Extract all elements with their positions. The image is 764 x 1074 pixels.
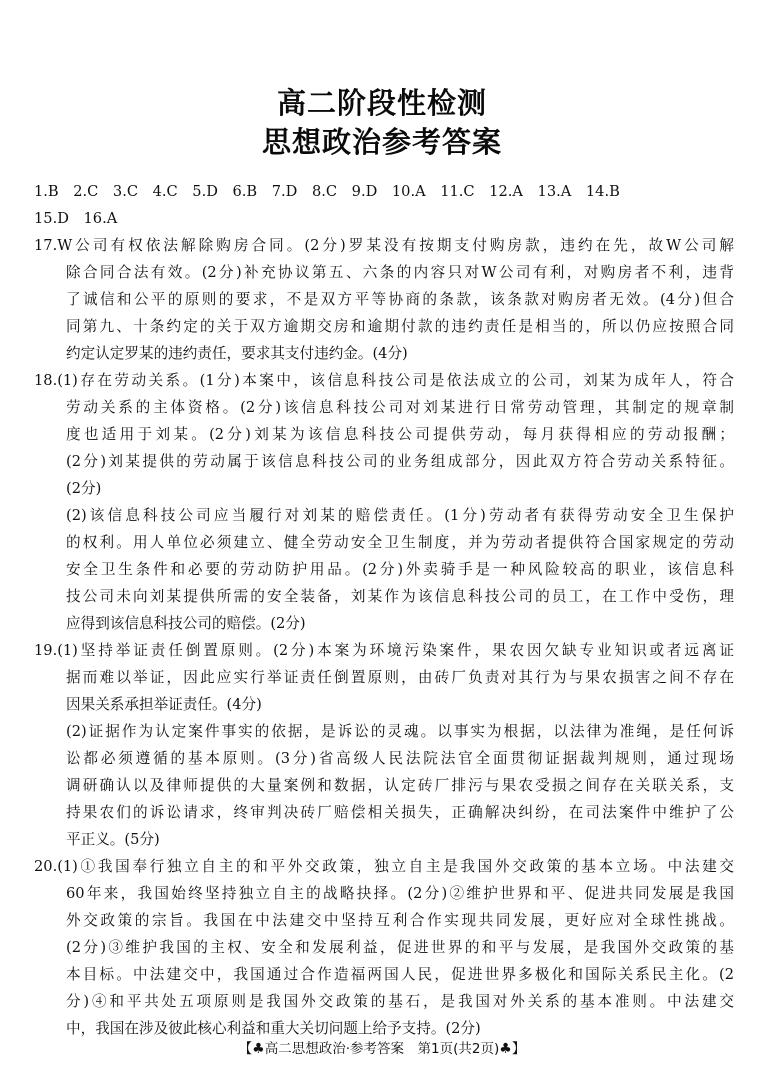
answer-line: 外交政策的宗旨。我国在中法建交中坚持互利合作实现共同发展，更好应对全球性挑战。 [66, 912, 734, 929]
answer-line: 度也适用于刘某。(2分)刘某为该信息科技公司提供劳动，每月获得相应的劳动报酬； [66, 426, 734, 443]
answer-line: 了诚信和公平的原则的要求，不是双方平等协商的条款，该条款对购房者无效。(4分)但合 [66, 291, 734, 308]
club-icon: ♣ [252, 1041, 265, 1057]
answer-line: 18.(1)存在劳动关系。(1分)本案中，该信息科技公司是依法成立的公司，刘某为成年人，符合 [34, 372, 734, 389]
answer-line: 的权利。用人单位必须建立、健全劳动安全卫生制度，并为劳动者提供符合国家规定的劳动 [66, 534, 734, 551]
answer-line: (2分) [66, 480, 102, 497]
answer-line: 本目标。中法建交中，我国通过合作造福两国人民，促进世界多极化和国际关系民主化。(2 [66, 966, 734, 983]
answer-line: 约定认定罗某的违约责任，要求其支付违约金。(4分) [66, 345, 408, 362]
page-title: 高二阶段性检测 [276, 86, 487, 120]
answer-line: (2)该信息科技公司应当履行对刘某的赔偿责任。(1分)劳动者有获得劳动安全卫生保护 [66, 507, 734, 524]
footer-text: 高二思想政治·参考答案 第1页(共2页) [264, 1041, 500, 1057]
answer-line: (2)证据作为认定案件事实的依据，是诉讼的灵魂。以事实为根据，以法律为准绳，是任何诉 [66, 723, 734, 740]
answer-line: 持果农们的诉讼请求，终审判决砖厂赔偿相关损失，正确解决纠纷，在司法案件中维护了公 [66, 804, 734, 821]
answer-line: 平正义。(5分) [66, 831, 160, 848]
answer-line: 15.D 16.A [34, 210, 118, 227]
answer-line: 调研确认以及律师提供的大量案例和数据，认定砖厂排污与果农受损之间存在关联关系，支 [66, 777, 734, 794]
answer-line: 17.W公司有权依法解除购房合同。(2分)罗某没有按期支付购房款，违约在先，故W公司解 [34, 237, 734, 254]
answer-line: 1.B 2.C 3.C 4.C 5.D 6.B 7.D 8.C 9.D 10.A 11.C 12.A 13.A 14.B [34, 183, 620, 200]
answer-line: 应得到该信息科技公司的赔偿。(2分) [66, 615, 306, 632]
answer-line: 19.(1)坚持举证责任倒置原则。(2分)本案为环境污染案件，果农因欠缺专业知识或者远离证 [34, 642, 734, 659]
answer-line: 安全卫生条件和必要的劳动防护用品。(2分)外卖骑手是一种风险较高的职业，该信息科 [66, 561, 734, 578]
answer-line: 中，我国在涉及彼此核心利益和重大关切问题上给予支持。(2分) [66, 1020, 481, 1037]
answer-line: 技公司未向刘某提供所需的安全装备，刘某作为该信息科技公司的员工，在工作中受伤，理 [66, 588, 734, 605]
answer-line: 分)④和平共处五项原则是我国外交政策的基石，是我国对外关系的基本准则。中法建交 [66, 993, 734, 1010]
answer-line: (2分)③维护我国的主权、安全和发展利益，促进世界的和平与发展，是我国外交政策的基 [66, 939, 734, 956]
answer-line: 60年来，我国始终坚持独立自主的战略抉择。(2分)②维护世界和平、促进共同发展是我国 [66, 885, 734, 902]
footer-bracket-close: 】 [511, 1041, 526, 1057]
answer-line: (2分)刘某提供的劳动属于该信息科技公司的业务组成部分，因此双方符合劳动关系特征。 [66, 453, 734, 470]
answer-line: 讼都必须遵循的基本原则。(3分)省高级人民法院法官全面贯彻证据裁判规则，通过现场 [66, 750, 734, 767]
answer-line: 除合同合法有效。(2分)补充协议第五、六条的内容只对W公司有利，对购房者不利，违背 [66, 264, 734, 281]
page-footer [0, 1037, 764, 1057]
club-icon: ♣ [499, 1041, 512, 1057]
answer-line: 劳动关系的主体资格。(2分)该信息科技公司对刘某进行日常劳动管理，其制定的规章制 [66, 399, 734, 416]
answer-line: 20.(1)①我国奉行独立自主的和平外交政策，独立自主是我国外交政策的基本立场。中法建交 [34, 858, 734, 875]
answer-line: 因果关系承担举证责任。(4分) [66, 696, 262, 713]
footer-bracket-open: 【 [238, 1041, 253, 1057]
answer-line: 据而难以举证，因此应实行举证责任倒置原则，由砖厂负责对其行为与果农损害之间不存在 [66, 669, 734, 686]
answer-line: 同第九、十条约定的关于双方逾期交房和逾期付款的违约责任是相当的，所以仍应按照合同 [66, 318, 734, 335]
page-subtitle: 思想政治参考答案 [261, 125, 502, 159]
